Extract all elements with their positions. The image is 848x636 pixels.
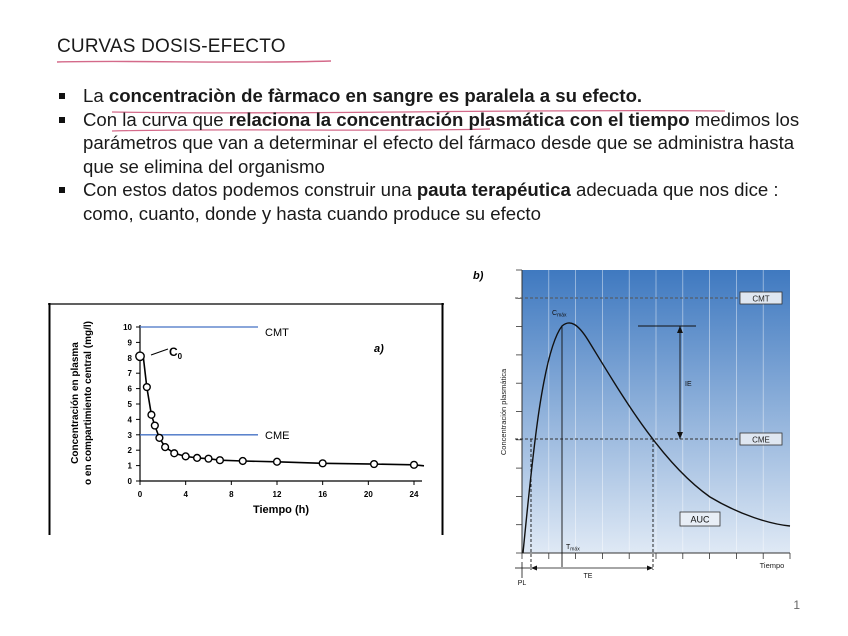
page-number: 1	[793, 598, 800, 612]
figure-a-y-tick-label: 1	[127, 461, 132, 471]
figure-a-y-tick-label: 6	[127, 384, 132, 394]
figure-a-y-tick-label: 8	[127, 353, 132, 363]
figure-a-x-tick-label: 24	[409, 490, 419, 499]
figure-a-y-tick-label: 3	[127, 430, 132, 440]
figure-a-ylabel-line2: o en compartimiento central (mg/l)	[83, 321, 94, 485]
figure-a-y-tick-label: 5	[127, 400, 132, 409]
figure-a-x-tick-label: 8	[229, 490, 234, 499]
figure-b-chart	[470, 262, 800, 592]
figure-b-xlabel: Tiempo	[759, 561, 785, 570]
figure-a-y-tick-label: 9	[127, 338, 132, 348]
figure-b-te-label: TE	[583, 573, 593, 580]
figure-a-data-point	[319, 460, 326, 467]
text: medimos los parámetros que van a determinar el efecto del fármaco desde que se administra hasta que se elimina del organismo	[83, 108, 800, 177]
figure-b-pl-label: PL	[517, 580, 527, 587]
bullet-item	[57, 178, 817, 225]
figure-a-y-tick-label: 2	[127, 446, 132, 456]
figure-a-x-tick-label: 4	[183, 490, 188, 499]
bold-text: pauta terapéutica	[416, 179, 571, 200]
figure-a-data-point	[162, 444, 169, 451]
figure-a-data-point	[156, 434, 163, 441]
figure-a-y-tick-label: 4	[127, 415, 132, 425]
bullet-item	[57, 84, 817, 108]
figure-a-x-tick-label: 0	[137, 490, 143, 499]
figure-b-te-arrowhead-right	[647, 566, 653, 571]
figure-a-ylabel-line1: Concentración en plasma	[70, 342, 81, 464]
slide-title: CURVAS DOSIS-EFECTO	[57, 36, 286, 57]
figure-b-cme-label: CME	[752, 435, 770, 445]
figure-a-x-tick-label: 20	[363, 490, 373, 499]
figure-a-cme-label: CME	[265, 430, 290, 442]
figure-a-chart	[48, 303, 444, 535]
figure-b-cmt-label: CMT	[752, 294, 770, 304]
bold-text: relaciona la concentración plasmática con el tiempo	[228, 108, 690, 130]
title-underline	[55, 58, 335, 66]
text: adecuada que nos dice : como, cuanto, donde y hasta cuando produce su efecto	[83, 179, 779, 224]
figure-b-panel-label: b)	[473, 270, 484, 282]
figure-a-curve	[140, 356, 424, 466]
bullet-item	[57, 108, 817, 179]
figure-a-data-point	[411, 461, 418, 468]
text: La	[83, 85, 109, 106]
figure-a-data-point	[194, 455, 201, 462]
figure-a-data-point	[136, 352, 144, 360]
figure-a-y-tick-label: 7	[127, 369, 132, 379]
figure-a-data-point	[274, 458, 281, 465]
figure-a-data-point	[148, 411, 155, 418]
text: Con estos datos podemos construir una	[83, 179, 417, 200]
figure-b-tmax-label: $T_{máx}$	[566, 544, 580, 553]
figure-a-x-tick-label: 12	[272, 490, 282, 499]
figure-a	[48, 303, 444, 535]
bullet-list	[57, 84, 817, 225]
figure-a-data-point	[151, 422, 158, 429]
figure-a-panel-label: a)	[374, 343, 384, 355]
figure-a-data-point	[217, 457, 224, 464]
figure-a-data-point	[205, 455, 212, 462]
figure-b-auc-label: AUC	[690, 514, 710, 525]
figure-a-data-point	[143, 384, 150, 391]
figure-b-te-arrowhead-left	[531, 566, 537, 571]
figure-a-y-tick-label: 0	[127, 477, 132, 486]
figure-a-cmt-label: CMT	[265, 327, 289, 339]
figure-b	[470, 262, 800, 592]
bold-text: concentraciòn de fàrmaco en sangre es paralela a su efecto.	[108, 85, 643, 106]
figure-a-x-tick-label: 16	[318, 490, 328, 499]
figure-a-y-tick-label: 10	[123, 323, 132, 332]
figure-a-xlabel: Tiempo (h)	[252, 504, 310, 516]
text: Con la curva que	[83, 108, 229, 130]
figure-b-cmax-label: $C_{máx}$	[552, 310, 567, 319]
figure-a-data-point	[171, 450, 178, 457]
figure-a-data-point	[371, 461, 378, 468]
figure-a-c0-pointer	[151, 349, 168, 355]
figure-a-data-point	[239, 458, 246, 465]
figure-a-c0-label: $C_0$	[169, 345, 183, 361]
figure-b-ie-label: IE	[685, 381, 692, 388]
figure-a-data-point	[182, 453, 189, 460]
figure-b-ylabel: Concentración plasmática	[499, 368, 508, 456]
